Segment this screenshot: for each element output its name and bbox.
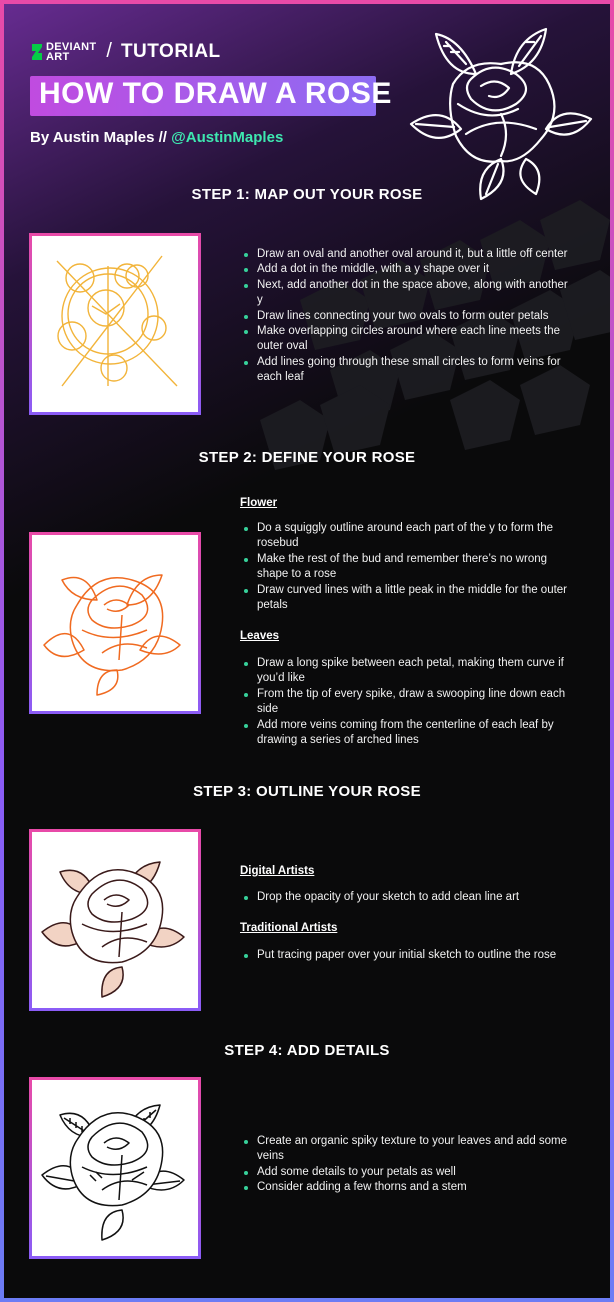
step-1-bullet: Next, add another dot in the space above, along with another y [240, 278, 570, 309]
step-1-bullet: Draw lines connecting your two ovals to form outer petals [240, 309, 570, 324]
step-4-heading: STEP 4: ADD DETAILS [224, 1042, 390, 1059]
step-3-digital-label: Digital Artists [240, 865, 315, 877]
step-1-bullet: Draw an oval and another oval around it, but a little off center [240, 247, 570, 262]
step-3-bullet: Drop the opacity of your sketch to add clean line art [240, 890, 570, 905]
step-1-bullet: Make overlapping circles around where each line meets the outer oval [240, 324, 570, 355]
step-4-sketch [32, 1080, 198, 1256]
page-title: HOW TO DRAW A ROSE [39, 77, 392, 110]
step-1-bullet: Add lines going through these small circles to form veins for each leaf [240, 355, 570, 386]
step-3-traditional-label: Traditional Artists [240, 922, 338, 934]
step-2-leaves-label: Leaves [240, 630, 280, 642]
step-2-sketch [32, 535, 198, 711]
step-2-leaves-bullets [240, 656, 570, 748]
brand-name-line1: DEVIANT [46, 40, 97, 53]
step-1-sketch [32, 236, 198, 412]
step-3-digital-bullets [240, 890, 570, 905]
byline [30, 129, 283, 146]
step-3-traditional-bullets [240, 948, 570, 963]
step-1-bullet: Add a dot in the middle, with a y shape over it [240, 262, 570, 277]
brand-slash: / [106, 40, 112, 62]
step-2-image [29, 532, 201, 714]
step-2-flower-label: Flower [240, 497, 278, 509]
step-3-bullet: Put tracing paper over your initial sketch to outline the rose [240, 948, 570, 963]
step-2-flower-bullets [240, 521, 570, 613]
author-handle-link[interactable]: @AustinMaples [171, 129, 284, 146]
brand-section: TUTORIAL [120, 40, 221, 62]
step-1-image [29, 233, 201, 415]
step-4-image [29, 1077, 201, 1259]
deviantart-logo [30, 42, 96, 62]
step-2-bullet: Make the rest of the bud and remember there’s no wrong shape to a rose [240, 552, 570, 583]
step-3-image [29, 829, 201, 1011]
step-3-heading: STEP 3: OUTLINE YOUR ROSE [193, 783, 421, 800]
step-2-bullet: Draw a long spike between each petal, making them curve if you’d like [240, 656, 570, 687]
step-4-bullet: Consider adding a few thorns and a stem [240, 1180, 570, 1195]
step-2-bullet: Draw curved lines with a little peak in the middle for the outer petals [240, 583, 570, 614]
step-4-bullet: Add some details to your petals as well [240, 1165, 570, 1180]
step-1-heading: STEP 1: MAP OUT YOUR ROSE [191, 186, 423, 203]
byline-prefix: By Austin Maples // [30, 129, 172, 146]
step-2-bullet: Do a squiggly outline around each part of the y to form the rosebud [240, 521, 570, 552]
step-2-bullet: From the tip of every spike, draw a swooping line down each side [240, 687, 570, 718]
brand-header [30, 40, 221, 63]
brand-name-line2: ART [46, 50, 70, 63]
deviantart-logo-icon [30, 44, 42, 60]
step-2-bullet: Add more veins coming from the centerline of each leaf by drawing a series of arched lines [240, 718, 570, 749]
step-3-sketch [32, 832, 198, 1008]
step-4-bullet: Create an organic spiky texture to your leaves and add some veins [240, 1134, 570, 1165]
step-2-heading: STEP 2: DEFINE YOUR ROSE [198, 449, 416, 466]
step-1-bullets [240, 247, 570, 386]
step-4-bullets [240, 1134, 570, 1196]
